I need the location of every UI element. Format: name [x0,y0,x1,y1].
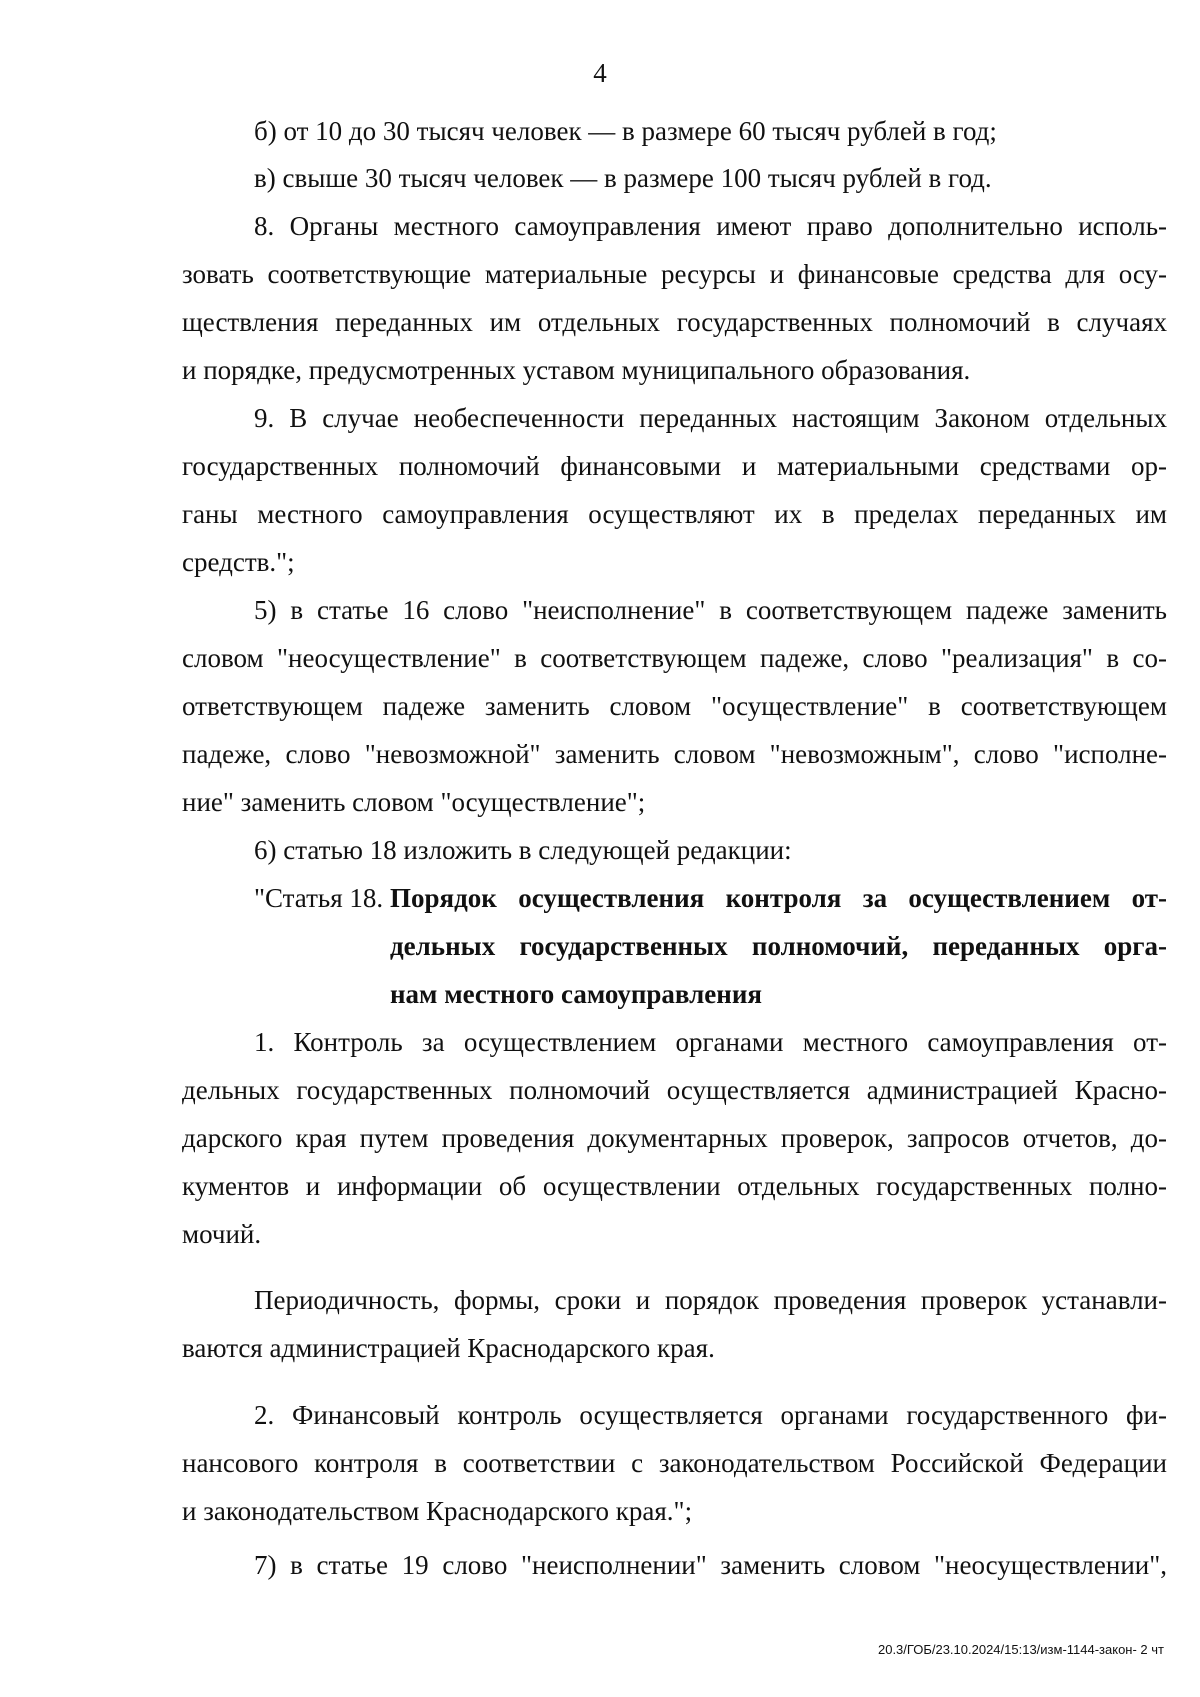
text-line: 8. Органы местного самоуправления имеют право дополнительно исполь- [254,211,1167,241]
text-line: б) от 10 до 30 тысяч человек — в размере 60 тысяч рублей в год; [254,116,997,146]
text-line: Периодичность, формы, сроки и порядок проведения проверок устанавли- [254,1285,1167,1315]
text-line: в) свыше 30 тысяч человек — в размере 100 тысяч рублей в год. [254,163,992,193]
text-line: 6) статью 18 изложить в следующей редакции: [254,835,792,865]
text-line: и законодательством Краснодарского края."; [182,1496,693,1526]
text-line: 2. Финансовый контроль осуществляется органами государственного фи- [254,1400,1167,1430]
text-line: ваются администрацией Краснодарского края. [182,1333,715,1363]
text-line: кументов и информации об осуществлении отдельных государственных полно- [182,1171,1167,1201]
article-label: "Статья 18. [254,883,384,913]
document-footer: 20.3/ГОБ/23.10.2024/15:13/изм-1144-закон- 2 чт [877,1642,1164,1657]
text-line: 9. В случае необеспеченности переданных настоящим Законом отдельных [254,403,1167,433]
text-line: словом "неосуществление" в соответствующем падеже, слово "реализация" в со- [182,643,1167,673]
page-number: 4 [593,58,607,88]
article-title-line: Порядок осуществления контроля за осуществлением от- [390,883,1167,913]
article-title-line: дельных государственных полномочий, переданных орга- [390,931,1167,961]
text-line: государственных полномочий финансовыми и материальными средствами ор- [182,451,1167,481]
text-line: нансового контроля в соответствии с законодательством Российской Федерации [182,1448,1167,1478]
text-line: падеже, слово "невозможной" заменить словом "невозможным", слово "исполне- [182,739,1167,769]
text-line: ществления переданных им отдельных государственных полномочий в случаях [182,307,1167,337]
text-line: 1. Контроль за осуществлением органами местного самоуправления от- [254,1027,1167,1057]
text-line: мочий. [182,1219,262,1249]
text-line: 5) в статье 16 слово "неисполнение" в соответствующем падеже заменить [254,595,1167,625]
text-line: ганы местного самоуправления осуществляют их в пределах переданных им [182,499,1167,529]
article-title-line: нам местного самоуправления [390,979,763,1009]
text-line: средств."; [182,547,295,577]
text-line: 7) в статье 19 слово "неисполнении" заменить словом "неосуществлении", [254,1550,1167,1580]
text-line: ние" заменить словом "осуществление"; [182,787,646,817]
text-line: дельных государственных полномочий осуществляется администрацией Красно- [182,1075,1167,1105]
text-line: дарского края путем проведения документарных проверок, запросов отчетов, до- [182,1123,1167,1153]
text-line: зовать соответствующие материальные ресурсы и финансовые средства для осу- [182,259,1167,289]
text-line: ответствующем падеже заменить словом "осуществление" в соответствующем [182,691,1167,721]
text-line: и порядке, предусмотренных уставом муниципального образования. [182,355,971,385]
